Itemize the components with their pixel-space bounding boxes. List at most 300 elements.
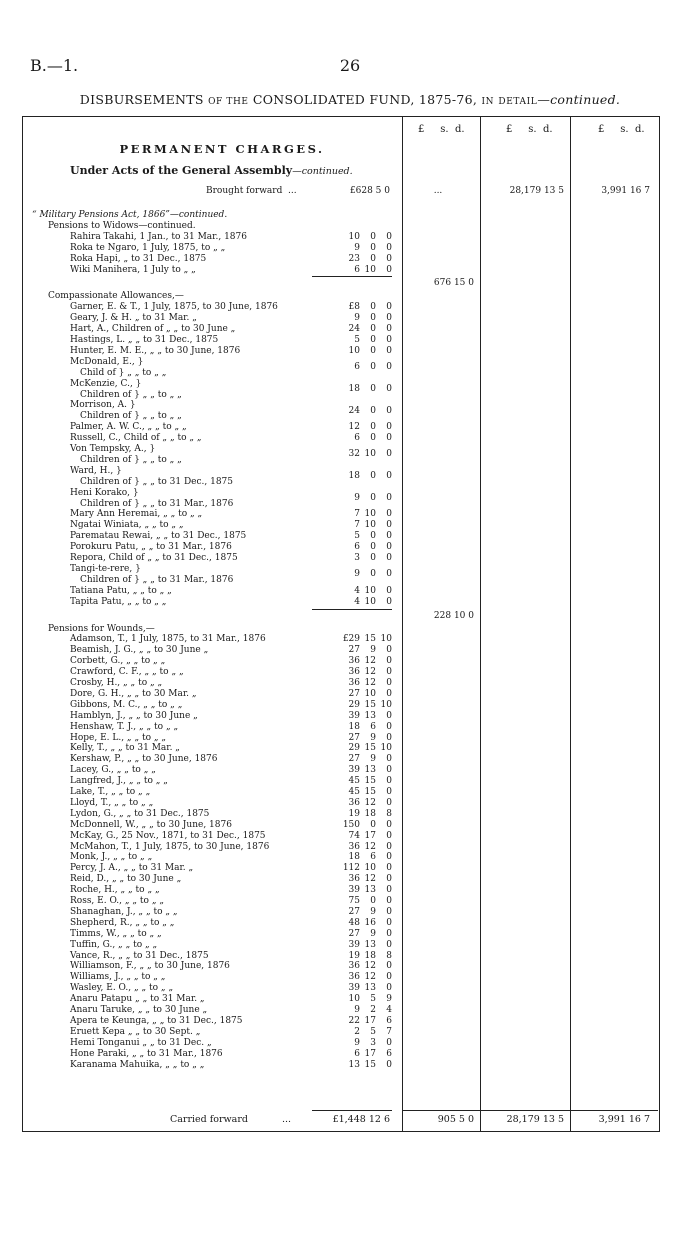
ledger-row-name: Morrison, A. } [70,400,136,411]
amount-pounds: 9 [354,1005,360,1015]
amount-pounds: 36 [348,667,360,678]
brought-forward-label: Brought forward [206,186,283,196]
amount-shillings: 0 [370,345,376,356]
amount-shillings: 0 [370,433,376,444]
amount-shillings: 13 [364,765,376,776]
amount-pence: 9 [386,994,392,1005]
amount-pounds: 27 [348,645,360,656]
amount-pence: 0 [386,302,392,313]
amount-pence: 4 [386,1005,392,1015]
amount-pounds: 23 [348,253,360,264]
amount-pence: 0 [386,710,392,721]
amount-shillings: 10 [364,596,376,607]
amount-pounds: 39 [348,885,360,896]
ledger-row: Parematau Rewai, „ „ to 31 Dec., 1875 [70,531,247,542]
amount-pence: 0 [386,678,392,688]
amount-pounds: 27 [348,906,360,917]
amount-pounds: 39 [348,983,360,994]
amount-shillings: 6 [370,721,376,732]
amount-pounds: 22 [348,1015,360,1026]
section-subheading: Under Acts of the General Assembly—continued. [70,164,353,177]
amount-shillings: 2 [370,1005,376,1015]
amount-pounds: 4 [354,596,360,607]
amount-pounds: 112 [342,863,360,874]
ledger-row: Hastings, L. „ „ to 31 Dec., 1875 [70,335,219,345]
ledger-row: Wasley, E. O., „ „ to „ „ [70,983,174,994]
amount-pounds: 6 [354,433,360,444]
ledger-row: McMahon, T., 1 July, 1875, to 30 June, 1876 [70,841,270,852]
ledger-row: Hamblyn, J., „ „ to 30 June „ [70,710,198,721]
column-header-3: £ s. d. [598,124,645,135]
carried-forward-label: Carried forward [170,1114,248,1125]
ledger-row: Tuffin, G., „ „ to „ „ [70,939,158,950]
amount-pounds: 32 [348,449,360,460]
ledger-row-period: Children of } „ „ to „ „ [80,411,182,422]
amount-pounds: 2 [354,1026,360,1037]
ledger-row: Crawford, C. F., „ „ to „ „ [70,667,184,678]
page-title [0,92,700,107]
amount-pence: 8 [386,950,392,961]
amount-pence: 0 [386,471,392,482]
amount-shillings: 0 [370,569,376,580]
amount-shillings: 0 [370,335,376,345]
amount-pounds: 18 [348,852,360,863]
ledger-row: Tapita Patu, „ „ to „ „ [70,596,167,607]
amount-shillings: 0 [370,242,376,253]
ledger-row: Apera te Keunga, „ „ to 31 Dec., 1875 [70,1015,243,1026]
amount-pence: 0 [386,906,392,917]
amount-pence: 0 [386,830,392,841]
amount-pence: 0 [386,874,392,885]
amount-shillings: 17 [364,1048,376,1059]
amount-pounds: 74 [348,830,360,841]
amount-pence: 0 [386,335,392,345]
ledger-row: Hemi Tonganui „ „ to 31 Dec. „ [70,1037,212,1048]
amount-pounds: 48 [348,917,360,928]
amount-pence: 0 [386,405,392,416]
amount-pounds: 9 [354,569,360,580]
ledger-row: Hone Paraki, „ „ to 31 Mar., 1876 [70,1048,223,1059]
ledger-row-name: McDonald, E., } [70,356,144,367]
amount-pence: 0 [386,1037,392,1048]
ledger-row: Tatiana Patu, „ „ to „ „ [70,585,172,596]
carried-forward-inner: £1,448 12 6 [332,1114,390,1125]
document-reference: B.—1. [30,56,79,75]
ledger-row: Porokuru Patu, „ „ to 31 Mar., 1876 [70,542,232,553]
amount-pounds: 3 [354,553,360,563]
amount-pence: 0 [386,596,392,607]
amount-pence: 0 [386,520,392,531]
ledger-row: Timms, W., „ „ to „ „ [70,928,162,939]
ledger-row: Roche, H., „ „ to „ „ [70,885,160,896]
amount-shillings: 0 [370,324,376,335]
amount-pence: 0 [386,553,392,563]
group-subtotal: 676 15 0 [433,278,474,289]
amount-shillings: 3 [370,1037,376,1048]
ledger-row: Lake, T., „ „ to „ „ [70,787,151,797]
amount-pounds: 45 [348,776,360,787]
amount-shillings: 12 [364,874,376,885]
ledger-row: Williams, J., „ „ to „ „ [70,972,166,983]
amount-shillings: 9 [370,906,376,917]
amount-shillings: 12 [364,841,376,852]
amount-pence: 0 [386,264,392,275]
group-heading: Pensions for Wounds,— [48,623,155,634]
amount-shillings: 6 [370,852,376,863]
amount-pence: 0 [386,885,392,896]
amount-shillings: 15 [364,743,376,754]
ledger-row: Garner, E. & T., 1 July, 1875, to 30 June, 1876 [70,302,278,313]
amount-pounds: 18 [348,721,360,732]
ledger-row: Kelly, T., „ „ to 31 Mar. „ [70,743,180,754]
amount-pounds: £8 [348,302,360,313]
ledger-row: Ngatai Winiata, „ „ to „ „ [70,520,184,531]
amount-shillings: 0 [370,405,376,416]
ledger-row: Langfred, J., „ „ to „ „ [70,776,168,787]
amount-pence: 0 [386,787,392,797]
amount-shillings: 10 [364,688,376,699]
ledger-row: Gibbons, M. C., „ „ to „ „ [70,699,183,710]
brought-forward-col3: 3,991 16 7 [601,186,650,196]
amount-shillings: 10 [364,449,376,460]
amount-pence: 0 [386,509,392,520]
column-header-2: £ s. d. [506,124,553,135]
column-divider [402,116,403,1132]
ledger-row: Russell, C., Child of „ „ to „ „ [70,433,202,444]
amount-pence: 0 [386,313,392,324]
amount-pence: 6 [386,1015,392,1026]
amount-pounds: 39 [348,765,360,776]
carried-forward-col1: 905 5 0 [437,1114,474,1125]
amount-pence: 0 [386,542,392,553]
amount-shillings: 0 [370,313,376,324]
amount-pence: 0 [386,384,392,395]
amount-pence: 0 [386,732,392,743]
column-divider [480,116,481,1132]
amount-pounds: 7 [354,520,360,531]
amount-pence: 0 [386,531,392,542]
brought-forward-inner: £628 5 0 [349,186,390,196]
amount-pounds: 18 [348,384,360,395]
amount-pence: 0 [386,345,392,356]
amount-shillings: 13 [364,983,376,994]
amount-pounds: 4 [354,585,360,596]
ledger-row: Wiki Manihera, 1 July to „ „ [70,264,196,275]
ledger-row: Anaru Patapu „ „ to 31 Mar. „ [70,994,205,1005]
amount-pounds: 9 [354,1037,360,1048]
amount-pence: 6 [386,1048,392,1059]
ledger-row: Henshaw, T. J., „ „ to „ „ [70,721,179,732]
carried-forward-col2: 28,179 13 5 [506,1114,564,1125]
amount-pounds: 13 [348,1059,360,1070]
ledger-row: Crosby, H., „ „ to „ „ [70,678,163,688]
amount-shillings: 9 [370,645,376,656]
page-number: 26 [339,56,361,75]
amount-pounds: 27 [348,754,360,765]
subtotal-rule [312,609,392,610]
title-in: IN [481,97,495,107]
brought-forward-col2: 28,179 13 5 [509,186,564,196]
ledger-row: Percy, J. A., „ „ to 31 Mar. „ [70,863,194,874]
ledger-row: Monk, J., „ „ to „ „ [70,852,153,863]
ledger-row: Hunter, E. M. E., „ „ to 30 June, 1876 [70,345,241,356]
amount-pounds: 150 [342,819,360,830]
section-heading: PERMANENT CHARGES. [119,142,325,156]
amount-shillings: 13 [364,710,376,721]
amount-pence: 0 [386,362,392,373]
ledger-row: Ross, E. O., „ „ to „ „ [70,896,165,906]
group-subtotal: 228 10 0 [433,610,474,621]
title-of-the: OF THE [208,97,249,107]
amount-pence: 0 [386,776,392,787]
amount-pounds: 6 [354,362,360,373]
amount-pence: 0 [386,667,392,678]
amount-pence: 0 [386,765,392,776]
amount-pence: 0 [386,449,392,460]
amount-pounds: 75 [348,896,360,906]
amount-pence: 0 [386,928,392,939]
ledger-row-period: Children of } „ „ to „ „ [80,454,182,465]
ledger-row: Corbett, G., „ „ to „ „ [70,656,166,667]
amount-pounds: 10 [348,231,360,242]
amount-pence: 10 [380,743,392,754]
amount-pounds: 27 [348,928,360,939]
amount-shillings: 0 [370,819,376,830]
ledger-row: Lydon, G., „ „ to 31 Dec., 1875 [70,808,210,819]
amount-pounds: 39 [348,710,360,721]
ledger-row: Roka Hapi, „ to 31 Dec., 1875 [70,253,207,264]
amount-shillings: 15 [364,776,376,787]
amount-shillings: 17 [364,830,376,841]
ledger-row: Roka te Ngaro, 1 July, 1875, to „ „ [70,242,226,253]
amount-shillings: 12 [364,972,376,983]
amount-pounds: 6 [354,264,360,275]
amount-shillings: 12 [364,797,376,808]
amount-pence: 0 [386,754,392,765]
amount-pounds: 29 [348,699,360,710]
amount-shillings: 18 [364,808,376,819]
amount-shillings: 16 [364,917,376,928]
amount-pence: 0 [386,852,392,863]
amount-pence: 10 [380,634,392,645]
amount-pence: 0 [386,231,392,242]
column-header-1: £ s. d. [418,124,465,135]
amount-pounds: 36 [348,841,360,852]
amount-shillings: 10 [364,264,376,275]
amount-pounds: 19 [348,950,360,961]
ledger-row: Mary Ann Heremai, „ „ to „ „ [70,509,203,520]
ledger-row: Adamson, T., 1 July, 1875, to 31 Mar., 1876 [70,634,266,645]
ledger-row: Williamson, F., „ „ to 30 June, 1876 [70,961,230,972]
inner-total-rule [312,1110,392,1111]
ledger-row: Shanaghan, J., „ „ to „ „ [70,906,178,917]
amount-pounds: 36 [348,961,360,972]
ledger-row: Reid, D., „ „ to 30 June „ [70,874,182,885]
amount-pence: 0 [386,645,392,656]
amount-pence: 0 [386,433,392,444]
amount-pence: 0 [386,324,392,335]
amount-pence: 0 [386,656,392,667]
carried-forward-dots: ... [282,1114,292,1125]
amount-pence: 0 [386,841,392,852]
ledger-row: Anaru Taruke, „ „ to 30 June „ [70,1005,208,1015]
amount-pounds: 24 [348,405,360,416]
amount-shillings: 0 [370,362,376,373]
amount-pounds: 6 [354,1048,360,1059]
ledger-row: Geary, J. & H. „ to 31 Mar. „ [70,313,197,324]
brought-forward-dots: ... [288,186,297,196]
amount-pounds: 10 [348,994,360,1005]
amount-pence: 0 [386,983,392,994]
ledger-row-name: Von Tempsky, A., } [70,444,156,454]
ledger-row: McKay, G., 25 Nov., 1871, to 31 Dec., 1875 [70,830,266,841]
amount-pounds: 36 [348,972,360,983]
amount-shillings: 15 [364,1059,376,1070]
ledger-row-period: Child of } „ „ to „ „ [80,367,167,378]
amount-pounds: 19 [348,808,360,819]
amount-shillings: 12 [364,667,376,678]
amount-shillings: 9 [370,754,376,765]
amount-pence: 0 [386,972,392,983]
ledger-row-period: Children of } „ „ to 31 Mar., 1876 [80,498,234,509]
amount-pounds: 36 [348,797,360,808]
ledger-row: Hope, E. L., „ „ to „ „ [70,732,167,743]
ledger-row-name: McKenzie, C., } [70,378,142,389]
ledger-row: Beamish, J. G., „ „ to 30 June „ [70,645,209,656]
amount-shillings: 0 [370,493,376,504]
amount-shillings: 0 [370,302,376,313]
amount-pence: 0 [386,917,392,928]
amount-pounds: 27 [348,732,360,743]
amount-shillings: 9 [370,732,376,743]
ledger-row: Shepherd, R., „ „ to „ „ [70,917,175,928]
amount-pounds: 24 [348,324,360,335]
carried-forward-col3: 3,991 16 7 [598,1114,650,1125]
amount-pence: 0 [386,939,392,950]
ledger-row-period: Children of } „ „ to „ „ [80,389,182,400]
amount-pence: 0 [386,253,392,264]
amount-shillings: 13 [364,885,376,896]
amount-pounds: 10 [348,345,360,356]
amount-pence: 0 [386,721,392,732]
amount-pounds: 39 [348,939,360,950]
carried-rule [402,1110,658,1111]
amount-pence: 0 [386,863,392,874]
amount-shillings: 10 [364,863,376,874]
amount-pounds: 29 [348,743,360,754]
amount-pounds: 12 [348,422,360,433]
ledger-row: Karanama Mahuika, „ „ to „ „ [70,1059,205,1070]
amount-shillings: 10 [364,520,376,531]
amount-shillings: 18 [364,950,376,961]
act-title: “ Military Pensions Act, 1866”—continued. [32,210,228,220]
amount-pounds: 27 [348,688,360,699]
amount-pounds: 7 [354,509,360,520]
title-lead: DISBURSEMENTS [79,92,204,107]
amount-shillings: 15 [364,634,376,645]
title-continued: —continued. [537,92,621,107]
amount-pence: 0 [386,1059,392,1070]
amount-shillings: 0 [370,231,376,242]
amount-pence: 0 [386,797,392,808]
ledger-row: Vance, R., „ „ to 31 Dec., 1875 [70,950,209,961]
amount-pence: 0 [386,896,392,906]
amount-pence: 0 [386,242,392,253]
amount-pounds: 5 [354,531,360,542]
ledger-row-period: Children of } „ „ to 31 Mar., 1876 [80,574,234,585]
amount-pounds: 9 [354,242,360,253]
group-heading: Compassionate Allowances,— [48,291,184,302]
amount-pounds: 45 [348,787,360,797]
column-divider [570,116,571,1132]
amount-shillings: 0 [370,531,376,542]
amount-pounds: 9 [354,493,360,504]
ledger-row: Lacey, G., „ „ to „ „ [70,765,156,776]
amount-pounds: 6 [354,542,360,553]
amount-shillings: 15 [364,699,376,710]
group-heading: Pensions to Widows—continued. [48,220,196,231]
amount-pence: 0 [386,961,392,972]
subtotal-rule [312,276,392,277]
amount-pounds: 9 [354,313,360,324]
amount-shillings: 0 [370,471,376,482]
amount-pence: 0 [386,819,392,830]
ledger-row-name: Ward, H., } [70,465,122,476]
amount-pence: 0 [386,569,392,580]
ledger-row: Rahira Takahi, 1 Jan., to 31 Mar., 1876 [70,231,247,242]
amount-pence: 7 [386,1026,392,1037]
amount-pounds: 5 [354,335,360,345]
amount-shillings: 12 [364,656,376,667]
ledger-row: Repora, Child of „ „ to 31 Dec., 1875 [70,553,238,563]
ledger-row-period: Children of } „ „ to 31 Dec., 1875 [80,476,234,487]
ledger-row: McDonnell, W., „ „ to 30 June, 1876 [70,819,232,830]
amount-shillings: 10 [364,509,376,520]
amount-shillings: 0 [370,384,376,395]
title-main: CONSOLIDATED FUND, 1875-76, [252,92,478,107]
ledger-row: Eruett Kepa „ „ to 30 Sept. „ [70,1026,201,1037]
amount-pounds: 36 [348,678,360,688]
amount-shillings: 10 [364,585,376,596]
amount-shillings: 17 [364,1015,376,1026]
amount-shillings: 0 [370,422,376,433]
ledger-row: Kershaw, P., „ „ to 30 June, 1876 [70,754,218,765]
amount-shillings: 5 [370,1026,376,1037]
ledger-row-name: Tangi-te-rere, } [70,563,141,574]
ledger-row-name: Heni Korako, } [70,487,139,498]
amount-shillings: 0 [370,253,376,264]
amount-shillings: 0 [370,553,376,563]
amount-pence: 0 [386,422,392,433]
ledger-row: Hart, A., Children of „ „ to 30 June „ [70,324,236,335]
amount-shillings: 9 [370,928,376,939]
ledger-row: Dore, G. H., „ „ to 30 Mar. „ [70,688,197,699]
amount-pence: 8 [386,808,392,819]
amount-pounds: £29 [342,634,360,645]
ledger-row: Lloyd, T., „ „ to „ „ [70,797,154,808]
amount-pence: 0 [386,585,392,596]
amount-pence: 0 [386,493,392,504]
amount-pence: 0 [386,688,392,699]
title-detail: DETAIL [498,97,538,107]
amount-shillings: 5 [370,994,376,1005]
brought-forward-col1: ... [433,186,443,196]
ledger-row: Palmer, A. W. C., „ „ to „ „ [70,422,187,433]
amount-shillings: 0 [370,896,376,906]
amount-pounds: 36 [348,656,360,667]
page-header [0,56,700,78]
amount-shillings: 15 [364,787,376,797]
